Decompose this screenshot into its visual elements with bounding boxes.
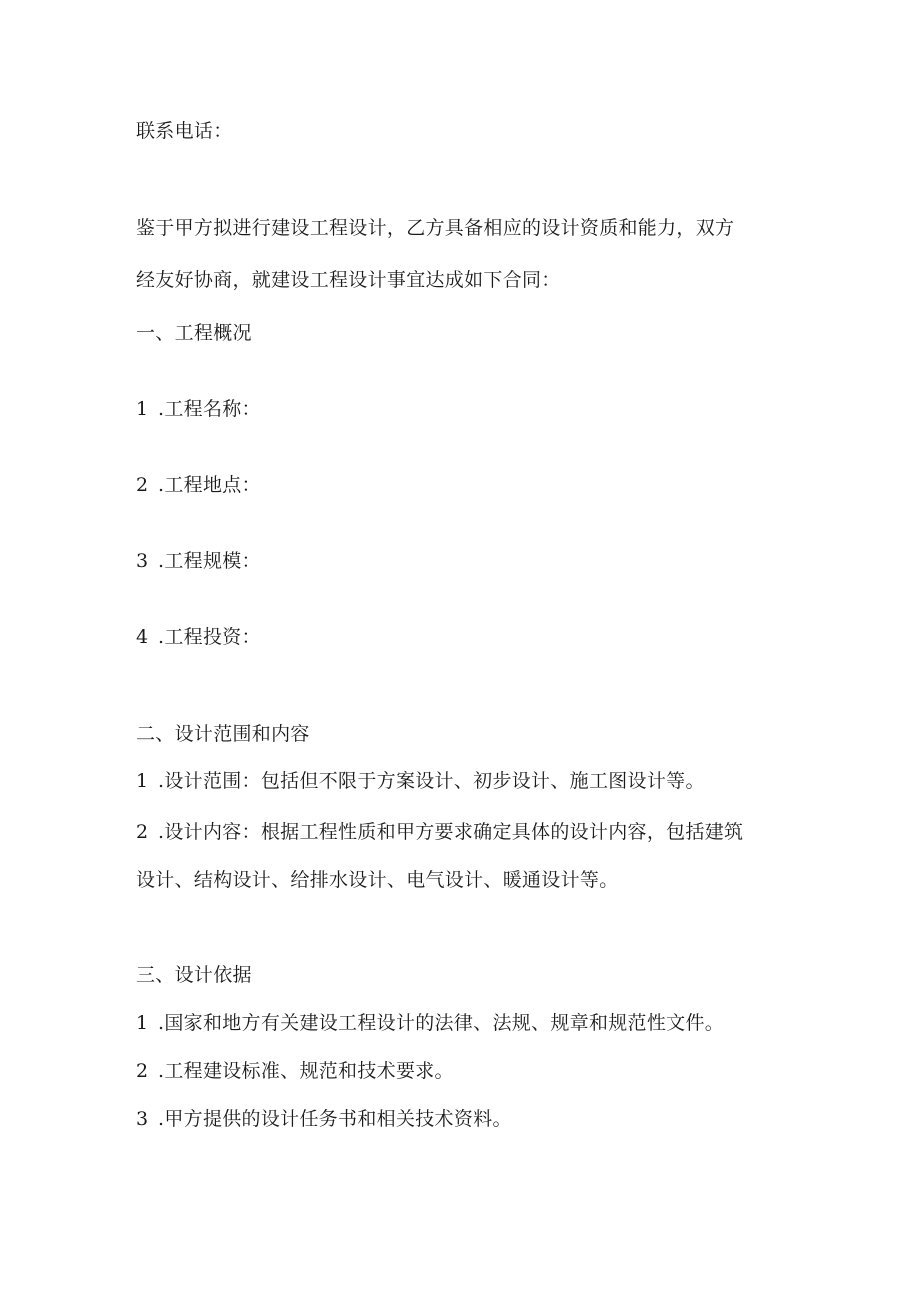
item-number: 1 — [136, 770, 149, 792]
item-number: 2 — [136, 821, 149, 843]
section-3-item-1 — [136, 1010, 724, 1036]
item-text: .甲方提供的设计任务书和相关技术资料。 — [158, 1108, 512, 1130]
item-number: 1 — [136, 1012, 149, 1034]
section-2-item-2-continuation: 设计、结构设计、给排水设计、电气设计、暖通设计等。 — [136, 869, 619, 891]
section-1-item-3 — [136, 548, 261, 574]
item-text: .设计内容：根据工程性质和甲方要求确定具体的设计内容，包括建筑 — [158, 821, 744, 843]
item-text: .设计范围：包括但不限于方案设计、初步设计、施工图设计等。 — [158, 770, 705, 792]
section-2-item-1 — [136, 768, 705, 794]
item-number: 1 — [136, 398, 149, 420]
section-1-item-4 — [136, 624, 261, 650]
section-2-item-2 — [136, 819, 743, 845]
item-text: .工程投资： — [158, 626, 261, 648]
preamble-line-2: 经友好协商，就建设工程设计事宜达成如下合同： — [136, 269, 561, 291]
item-text: .国家和地方有关建设工程设计的法律、法规、规章和规范性文件。 — [158, 1012, 725, 1034]
item-number: 4 — [136, 626, 149, 648]
section-2-heading: 二、设计范围和内容 — [136, 723, 310, 745]
preamble-line-1: 鉴于甲方拟进行建设工程设计，乙方具备相应的设计资质和能力，双方 — [136, 217, 735, 239]
item-text: .工程地点： — [158, 474, 261, 496]
section-1-item-1 — [136, 396, 261, 422]
item-number: 2 — [136, 1060, 149, 1082]
item-text: .工程建设标准、规范和技术要求。 — [158, 1060, 454, 1082]
item-number: 2 — [136, 474, 149, 496]
section-3-item-3 — [136, 1106, 512, 1132]
section-1-heading: 一、工程概况 — [136, 322, 252, 344]
section-3-item-2 — [136, 1058, 454, 1084]
item-number: 3 — [136, 550, 149, 572]
contact-phone-label: 联系电话： — [136, 120, 233, 142]
item-number: 3 — [136, 1108, 149, 1130]
section-1-item-2 — [136, 472, 261, 498]
item-text: .工程规模： — [158, 550, 261, 572]
section-3-heading: 三、设计依据 — [136, 964, 252, 986]
item-text: .工程名称： — [158, 398, 261, 420]
